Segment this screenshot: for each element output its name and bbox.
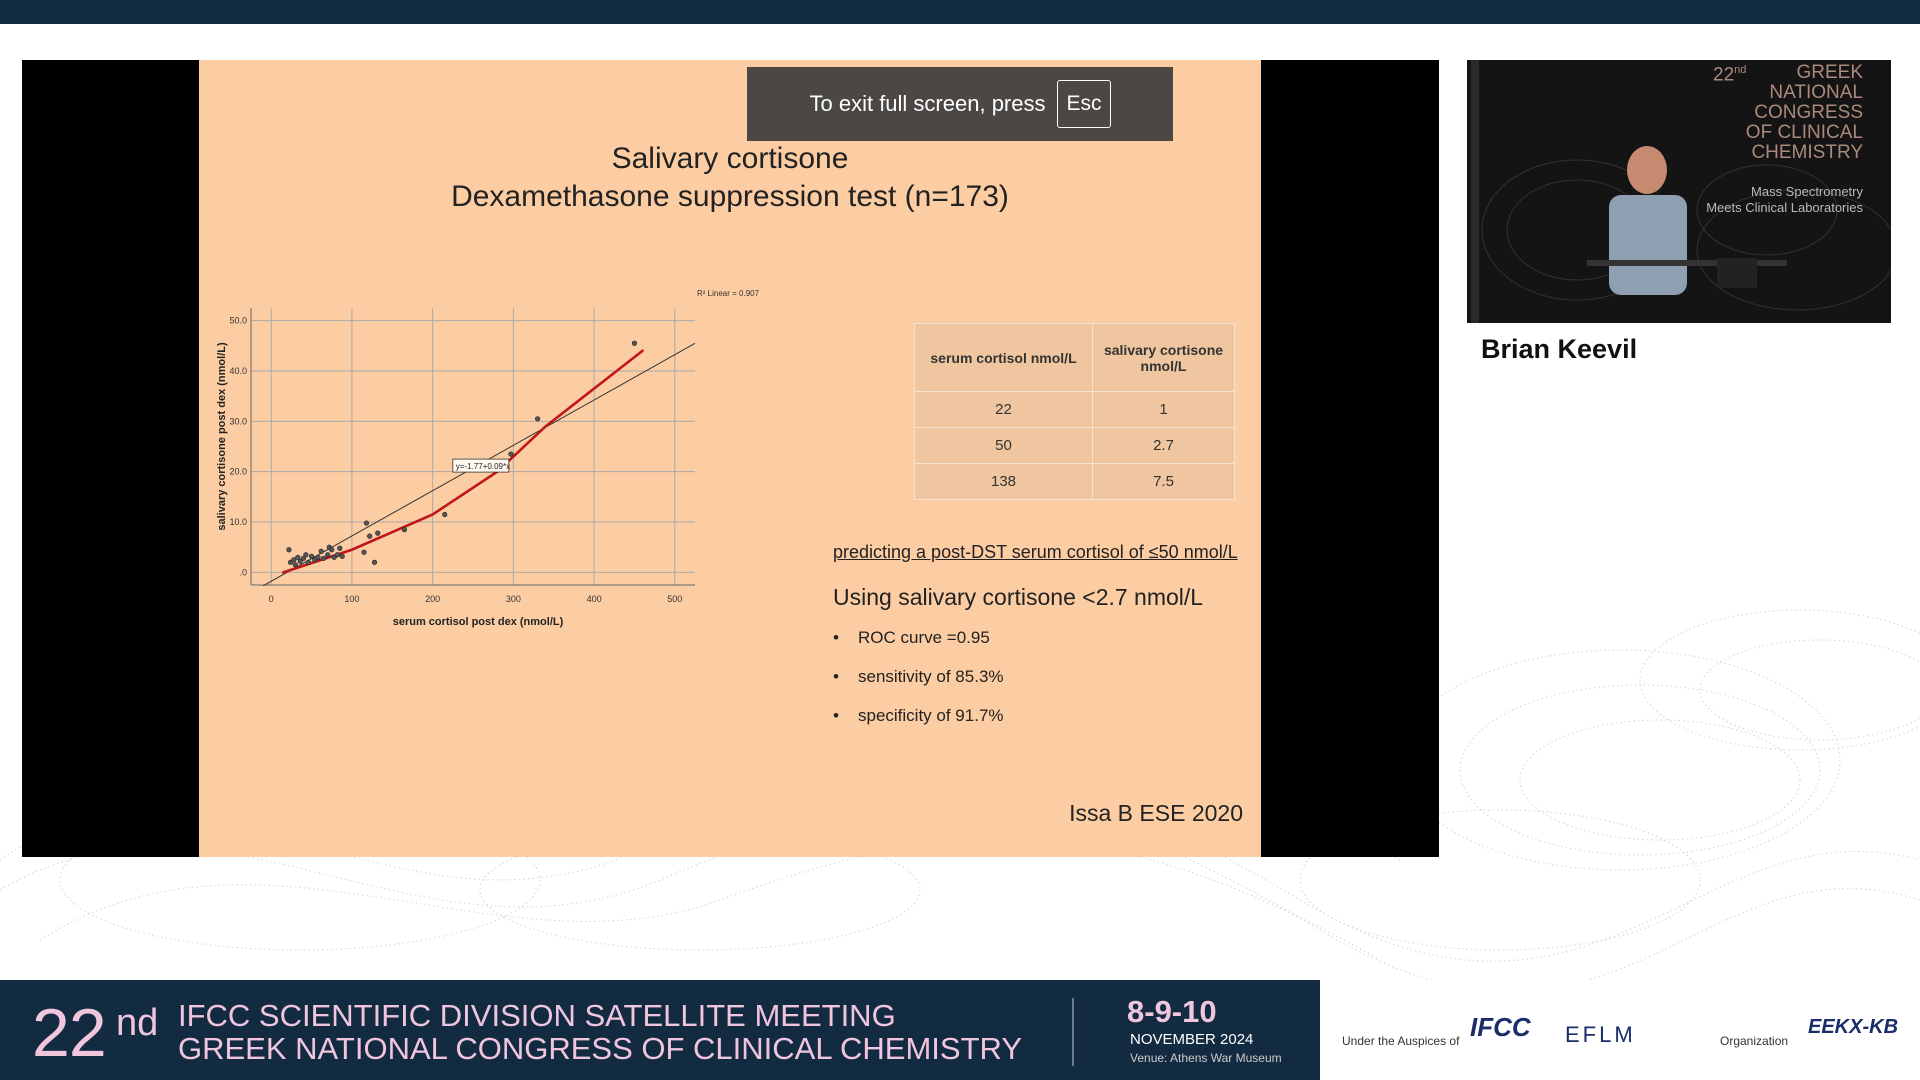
y-tick-label: .0: [239, 567, 247, 578]
data-point: [293, 563, 298, 568]
data-point: [340, 554, 345, 559]
banner-venue: Venue: Athens War Museum: [1130, 1051, 1282, 1065]
table-cell: 138: [915, 464, 1093, 500]
data-point: [402, 527, 407, 532]
y-tick-label: 30.0: [229, 416, 247, 427]
toast-text: To exit full screen, press: [809, 91, 1046, 116]
citation: Issa B ESE 2020: [1069, 800, 1243, 826]
data-point: [509, 452, 514, 457]
table-row: [915, 428, 1235, 464]
x-tick-label: 500: [667, 594, 683, 604]
data-point: [632, 341, 637, 346]
banner-number: 22: [32, 995, 106, 1071]
banner-suffix: nd: [116, 1002, 159, 1044]
data-point: [364, 521, 369, 526]
ifcc-logo: IFCC: [1470, 1012, 1531, 1042]
x-axis-label: serum cortisol post dex (nmol/L): [392, 616, 564, 628]
using-text: Using salivary cortisone <2.7 nmol/L: [833, 584, 1204, 610]
table-cell: 50: [915, 428, 1093, 464]
banner-divider: [1072, 998, 1074, 1066]
table-header-serum: serum cortisol nmol/L: [915, 324, 1093, 392]
overlay-num: 22nd: [1713, 64, 1747, 86]
x-tick-label: 400: [586, 594, 602, 604]
scatter-chart: [211, 288, 823, 768]
data-point: [442, 512, 447, 517]
bullet-text: ROC curve =0.95: [858, 628, 990, 647]
table-row: [915, 464, 1235, 500]
x-tick-label: 300: [505, 594, 521, 604]
y-axis-label: salivary cortisone post dex (nmol/L): [216, 342, 228, 531]
data-point: [325, 552, 330, 557]
overlay-title: GREEK NATIONAL CONGRESS OF CLINICAL CHEMISTRY: [1745, 62, 1863, 163]
data-point: [321, 556, 326, 561]
data-point: [319, 549, 324, 554]
bullet-item: • specificity of 91.7%: [833, 706, 1004, 745]
speaker-name: Brian Keevil: [1481, 334, 1638, 364]
bullet-item: • ROC curve =0.95: [833, 628, 1004, 667]
overlay-subtitle: Mass Spectrometry Meets Clinical Laboratories: [1706, 184, 1863, 215]
x-tick-label: 0: [268, 594, 274, 604]
table-cell: 7.5: [1093, 464, 1235, 500]
auspices-label: Under the Auspices of: [1342, 1034, 1460, 1048]
data-point: [306, 560, 311, 565]
y-tick-label: 50.0: [229, 315, 247, 326]
speaker-camera: [1467, 60, 1891, 323]
y-tick-label: 20.0: [229, 466, 247, 477]
table-cell: 22: [915, 392, 1093, 428]
bullet-text: sensitivity of 85.3%: [858, 667, 1004, 686]
data-point: [304, 552, 309, 557]
data-point: [372, 560, 377, 565]
data-point: [367, 534, 372, 539]
cortisol-table: [914, 323, 1235, 500]
event-banner: [0, 980, 1320, 1080]
x-tick-label: 100: [344, 594, 360, 604]
r2-label: R² Linear = 0.907: [697, 289, 760, 298]
organization-label: Organization: [1720, 1034, 1789, 1048]
eflm-logo: EFLM: [1565, 1022, 1636, 1047]
fullscreen-exit-toast: [747, 67, 1173, 141]
banner-line2: GREEK NATIONAL CONGRESS OF CLINICAL CHEMISTRY: [178, 1031, 1023, 1066]
top-bar: [0, 0, 1920, 24]
banner-month: NOVEMBER 2024: [1130, 1031, 1254, 1048]
y-tick-label: 10.0: [229, 517, 247, 528]
slide: [199, 60, 1261, 857]
bullet-list: [833, 628, 1004, 745]
data-point: [335, 552, 340, 557]
data-point: [316, 555, 321, 560]
table-row: [915, 392, 1235, 428]
table-cell: 1: [1093, 392, 1235, 428]
data-point: [362, 550, 367, 555]
data-point: [375, 531, 380, 536]
fit-label: y=-1.77+0.09*x: [455, 462, 511, 472]
banner-dates: 8-9-10: [1127, 994, 1217, 1029]
x-tick-label: 200: [425, 594, 441, 604]
ekk-logo: EEKX-KB: [1808, 1016, 1899, 1038]
slide-title: Salivary cortisone: [611, 142, 849, 175]
y-tick-label: 40.0: [229, 365, 247, 376]
slide-subtitle: Dexamethasone suppression test (n=173): [451, 180, 1009, 213]
data-point: [287, 547, 292, 552]
bullet-text: specificity of 91.7%: [858, 706, 1004, 725]
data-point: [535, 417, 540, 422]
bullet-item: • sensitivity of 85.3%: [833, 667, 1004, 706]
table-cell: 2.7: [1093, 428, 1235, 464]
banner-line1: IFCC SCIENTIFIC DIVISION SATELLITE MEETING: [178, 998, 896, 1033]
esc-key-badge: Esc: [1057, 80, 1110, 128]
predict-text: predicting a post-DST serum cortisol of ≤50 nmol/L: [833, 542, 1238, 562]
data-point: [329, 547, 334, 552]
table-header-salivary: salivary cortisone nmol/L: [1093, 324, 1235, 392]
data-point: [338, 546, 343, 551]
